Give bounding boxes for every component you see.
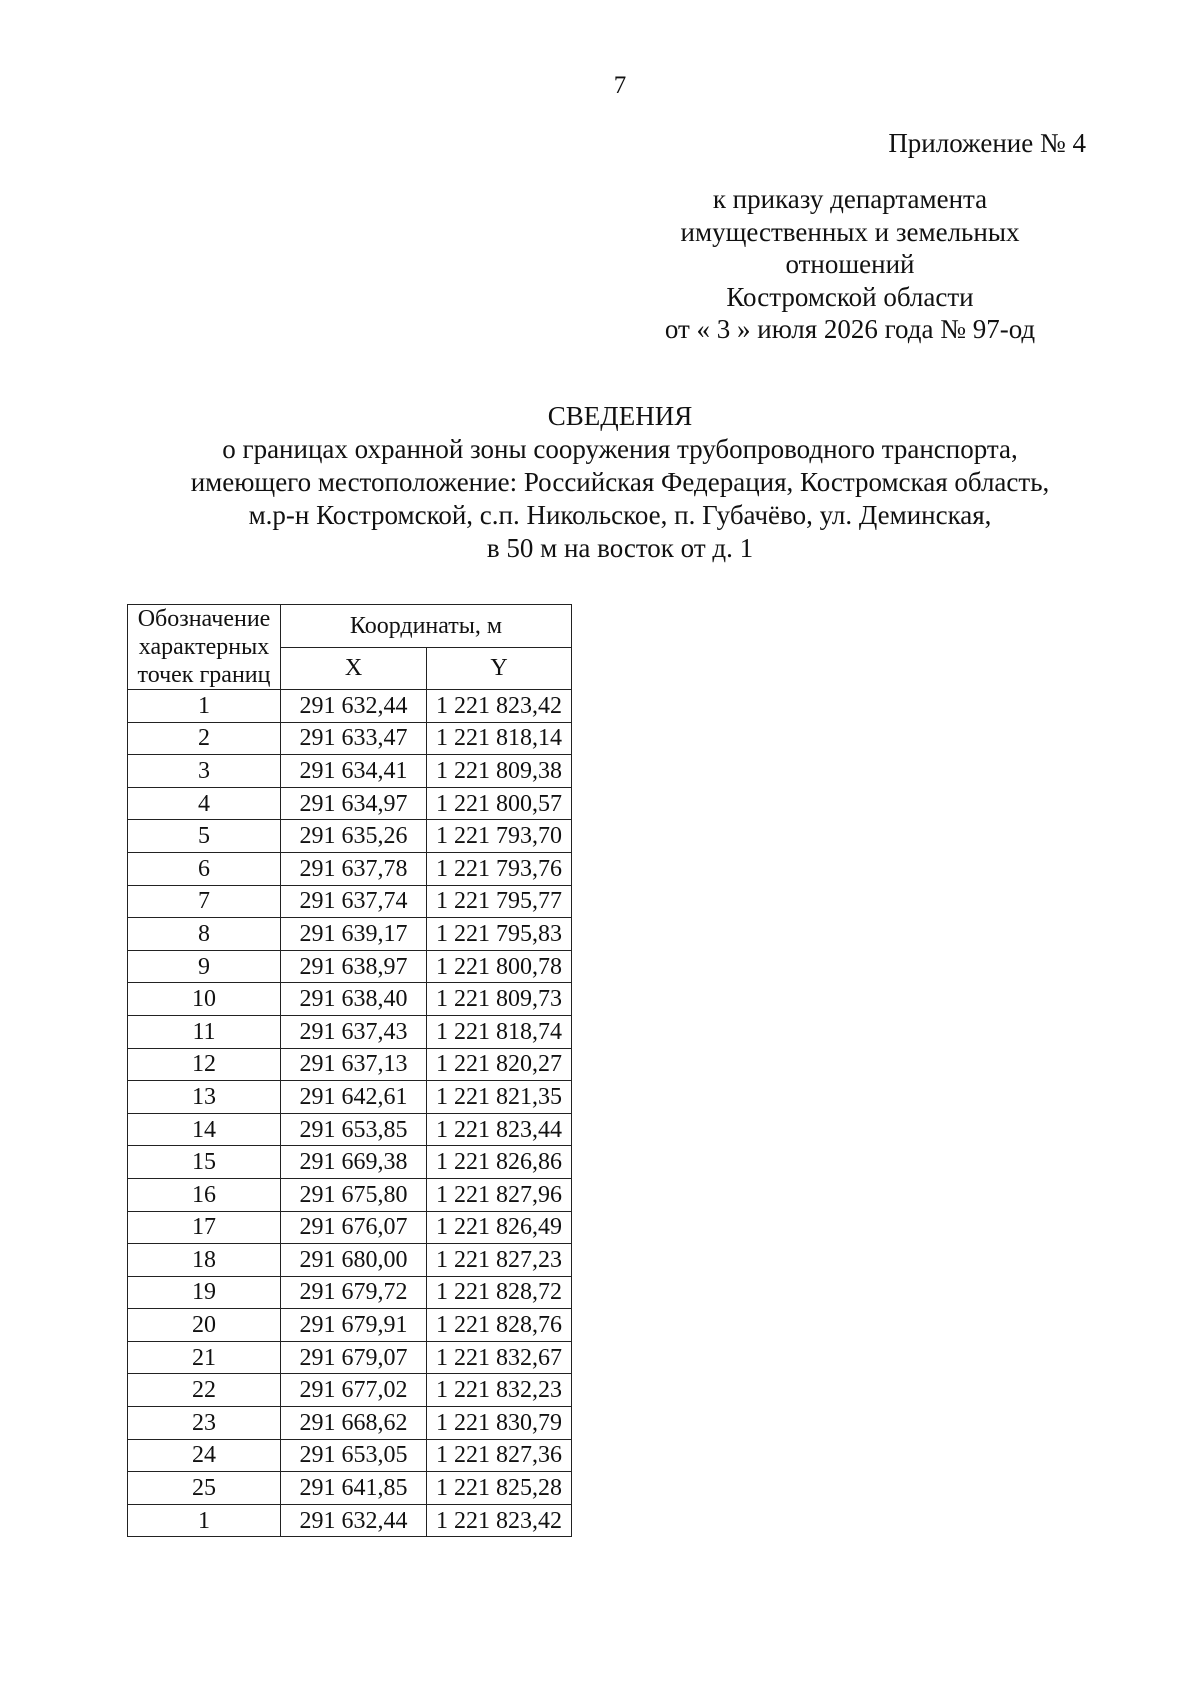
x-coordinate-cell: 291 639,17	[281, 918, 427, 951]
document-heading	[0, 400, 1200, 565]
point-number-cell: 11	[128, 1015, 281, 1048]
point-number-cell: 10	[128, 983, 281, 1016]
point-number-cell: 16	[128, 1178, 281, 1211]
x-coordinate-cell: 291 679,07	[281, 1341, 427, 1374]
x-coordinate-cell: 291 679,72	[281, 1276, 427, 1309]
x-coordinate-cell: 291 642,61	[281, 1081, 427, 1114]
point-number-cell: 2	[128, 722, 281, 755]
point-number-cell: 22	[128, 1374, 281, 1407]
point-number-cell: 19	[128, 1276, 281, 1309]
appendix-title: Приложение № 4	[888, 128, 1086, 158]
x-coordinate-cell: 291 632,44	[281, 1504, 427, 1537]
x-coordinate-cell: 291 679,91	[281, 1309, 427, 1342]
x-coordinate-cell: 291 669,38	[281, 1146, 427, 1179]
y-coordinate-cell: 1 221 832,23	[427, 1374, 572, 1407]
table-row	[128, 1439, 572, 1472]
y-coordinate-cell: 1 221 826,49	[427, 1211, 572, 1244]
header-coordinates: Координаты, м	[281, 605, 572, 648]
document-subtitle-line: в 50 м на восток от д. 1	[486, 533, 754, 563]
y-coordinate-cell: 1 221 809,38	[427, 755, 572, 788]
y-coordinate-cell: 1 221 793,70	[427, 820, 572, 853]
table-row	[128, 1309, 572, 1342]
x-coordinate-cell: 291 637,13	[281, 1048, 427, 1081]
table-row	[128, 722, 572, 755]
table-row	[128, 918, 572, 951]
x-coordinate-cell: 291 638,97	[281, 950, 427, 983]
point-number-cell: 17	[128, 1211, 281, 1244]
x-coordinate-cell: 291 632,44	[281, 690, 427, 723]
x-coordinate-cell: 291 637,43	[281, 1015, 427, 1048]
order-reference-line: имущественных и земельных	[680, 216, 1020, 247]
x-coordinate-cell: 291 668,62	[281, 1407, 427, 1440]
y-coordinate-cell: 1 221 828,76	[427, 1309, 572, 1342]
x-coordinate-cell: 291 653,05	[281, 1439, 427, 1472]
point-number-cell: 12	[128, 1048, 281, 1081]
table-row	[128, 1407, 572, 1440]
table-row	[128, 1341, 572, 1374]
point-number-cell: 4	[128, 787, 281, 820]
y-coordinate-cell: 1 221 826,86	[427, 1146, 572, 1179]
x-coordinate-cell: 291 675,80	[281, 1178, 427, 1211]
order-reference-line: от « 3 » июля 2026 года № 97-од	[664, 314, 1036, 344]
y-coordinate-cell: 1 221 818,14	[427, 722, 572, 755]
x-coordinate-cell: 291 634,41	[281, 755, 427, 788]
header-x: X	[281, 647, 427, 690]
page-number: 7	[613, 72, 627, 99]
x-coordinate-cell: 291 633,47	[281, 722, 427, 755]
table-row	[128, 1276, 572, 1309]
table-row	[128, 852, 572, 885]
y-coordinate-cell: 1 221 795,77	[427, 885, 572, 918]
table-row	[128, 885, 572, 918]
point-number-cell: 20	[128, 1309, 281, 1342]
point-number-cell: 5	[128, 820, 281, 853]
point-number-cell: 8	[128, 918, 281, 951]
header-points: Обозначение характерных точек границ	[128, 605, 281, 690]
y-coordinate-cell: 1 221 827,96	[427, 1178, 572, 1211]
point-number-cell: 18	[128, 1244, 281, 1277]
y-coordinate-cell: 1 221 818,74	[427, 1015, 572, 1048]
point-number-cell: 1	[128, 690, 281, 723]
y-coordinate-cell: 1 221 800,78	[427, 950, 572, 983]
y-coordinate-cell: 1 221 821,35	[427, 1081, 572, 1114]
x-coordinate-cell: 291 653,85	[281, 1113, 427, 1146]
point-number-cell: 24	[128, 1439, 281, 1472]
table-row	[128, 1113, 572, 1146]
document-subtitle-line: м.р-н Костромской, с.п. Никольское, п. Губачёво, ул. Деминская,	[248, 500, 992, 530]
document-subtitle-line: имеющего местоположение: Российская Федерация, Костромская область,	[190, 467, 1050, 497]
table-row	[128, 690, 572, 723]
x-coordinate-cell: 291 641,85	[281, 1472, 427, 1505]
header-y: Y	[427, 647, 572, 690]
x-coordinate-cell: 291 637,74	[281, 885, 427, 918]
y-coordinate-cell: 1 221 830,79	[427, 1407, 572, 1440]
point-number-cell: 15	[128, 1146, 281, 1179]
table-row	[128, 1178, 572, 1211]
table-row	[128, 983, 572, 1016]
point-number-cell: 9	[128, 950, 281, 983]
document-subtitle-line: о границах охранной зоны сооружения трубопроводного транспорта,	[222, 434, 1018, 464]
coordinates-table	[127, 604, 572, 1537]
table-row	[128, 1504, 572, 1537]
document-title: СВЕДЕНИЯ	[547, 401, 693, 431]
y-coordinate-cell: 1 221 823,44	[427, 1113, 572, 1146]
table-row	[128, 1048, 572, 1081]
table-row	[128, 755, 572, 788]
table-row	[128, 1374, 572, 1407]
table-body	[128, 690, 572, 1537]
order-reference-line: к приказу департамента	[712, 184, 988, 214]
y-coordinate-cell: 1 221 800,57	[427, 787, 572, 820]
table-row	[128, 1472, 572, 1505]
point-number-cell: 1	[128, 1504, 281, 1537]
y-coordinate-cell: 1 221 823,42	[427, 1504, 572, 1537]
x-coordinate-cell: 291 677,02	[281, 1374, 427, 1407]
x-coordinate-cell: 291 638,40	[281, 983, 427, 1016]
y-coordinate-cell: 1 221 820,27	[427, 1048, 572, 1081]
table-row	[128, 1015, 572, 1048]
point-number-cell: 14	[128, 1113, 281, 1146]
y-coordinate-cell: 1 221 825,28	[427, 1472, 572, 1505]
point-number-cell: 3	[128, 755, 281, 788]
table-row	[128, 787, 572, 820]
y-coordinate-cell: 1 221 795,83	[427, 918, 572, 951]
y-coordinate-cell: 1 221 828,72	[427, 1276, 572, 1309]
x-coordinate-cell: 291 676,07	[281, 1211, 427, 1244]
table-header-row	[128, 605, 572, 648]
point-number-cell: 21	[128, 1341, 281, 1374]
table-row	[128, 1244, 572, 1277]
y-coordinate-cell: 1 221 827,23	[427, 1244, 572, 1277]
point-number-cell: 7	[128, 885, 281, 918]
x-coordinate-cell: 291 637,78	[281, 852, 427, 885]
table-row	[128, 820, 572, 853]
point-number-cell: 23	[128, 1407, 281, 1440]
y-coordinate-cell: 1 221 832,67	[427, 1341, 572, 1374]
table-row	[128, 1211, 572, 1244]
x-coordinate-cell: 291 634,97	[281, 787, 427, 820]
table-row	[128, 950, 572, 983]
point-number-cell: 25	[128, 1472, 281, 1505]
table-row	[128, 1081, 572, 1114]
point-number-cell: 6	[128, 852, 281, 885]
y-coordinate-cell: 1 221 827,36	[427, 1439, 572, 1472]
order-reference	[620, 183, 1080, 346]
x-coordinate-cell: 291 680,00	[281, 1244, 427, 1277]
table-row	[128, 1146, 572, 1179]
point-number-cell: 13	[128, 1081, 281, 1114]
order-reference-line: отношений	[785, 249, 915, 279]
y-coordinate-cell: 1 221 793,76	[427, 852, 572, 885]
y-coordinate-cell: 1 221 809,73	[427, 983, 572, 1016]
x-coordinate-cell: 291 635,26	[281, 820, 427, 853]
order-reference-line: Костромской области	[726, 281, 974, 312]
y-coordinate-cell: 1 221 823,42	[427, 690, 572, 723]
